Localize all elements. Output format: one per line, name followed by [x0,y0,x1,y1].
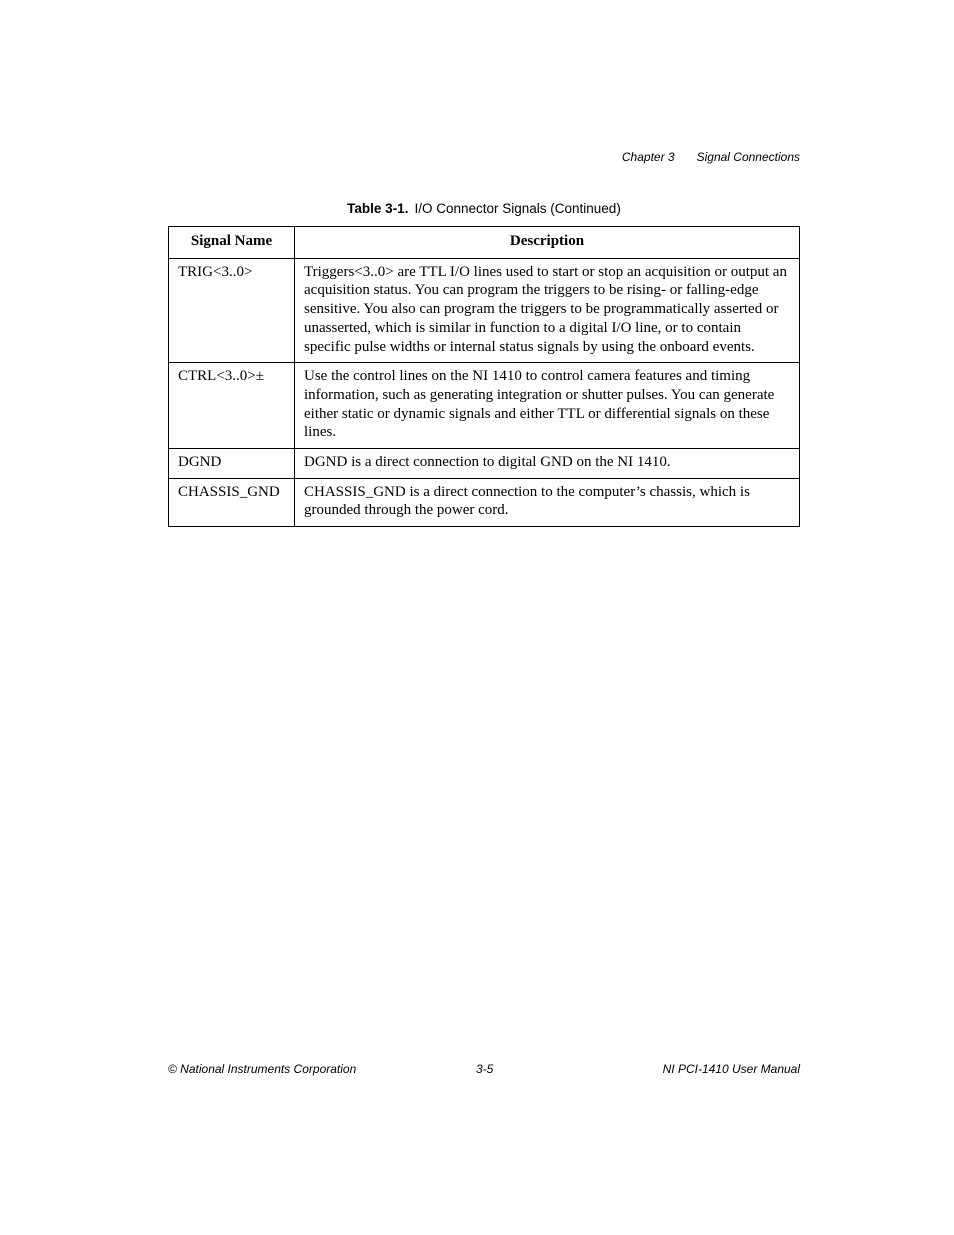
table-caption-text: I/O Connector Signals (Continued) [414,201,621,216]
signal-name-cell: CHASSIS_GND [169,478,295,526]
signal-name-cell: CTRL<3..0>± [169,363,295,449]
description-cell: CHASSIS_GND is a direct connection to the computer’s chassis, which is grounded through the power cord. [295,478,800,526]
running-header [622,150,800,164]
table-row [169,478,800,526]
description-cell: Triggers<3..0> are TTL I/O lines used to start or stop an acquisition or output an acquisition status. You can program the triggers to be rising- or falling-edge sensitive. You also can program the triggers to be programmatically asserted or unasserted, which is similar in function to a digital I/O line, or to contain specific pulse widths or internal status signals by using the onboard events. [295,258,800,363]
footer-copyright: © National Instruments Corporation [168,1062,357,1076]
chapter-label: Chapter 3 [621,150,675,164]
description-cell: Use the control lines on the NI 1410 to control camera features and timing information, such as generating integration or shutter pulses. You can generate either static or dynamic signals and either TTL or differential signals on these lines. [295,363,800,449]
table-header-row [169,227,800,259]
table-row [169,449,800,479]
footer-manual-title: NI PCI-1410 User Manual [662,1062,800,1076]
signal-name-cell: TRIG<3..0> [169,258,295,363]
io-connector-signals-table [168,226,800,527]
table-row [169,363,800,449]
footer-page-number: 3-5 [476,1062,494,1076]
table-caption-label: Table 3-1. [347,201,409,216]
signal-name-cell: DGND [169,449,295,479]
column-header-description: Description [295,227,800,259]
section-title: Signal Connections [696,150,800,164]
description-cell: DGND is a direct connection to digital GND on the NI 1410. [295,449,800,479]
table-row [169,258,800,363]
column-header-signal-name: Signal Name [169,227,295,259]
table-caption [168,201,800,216]
